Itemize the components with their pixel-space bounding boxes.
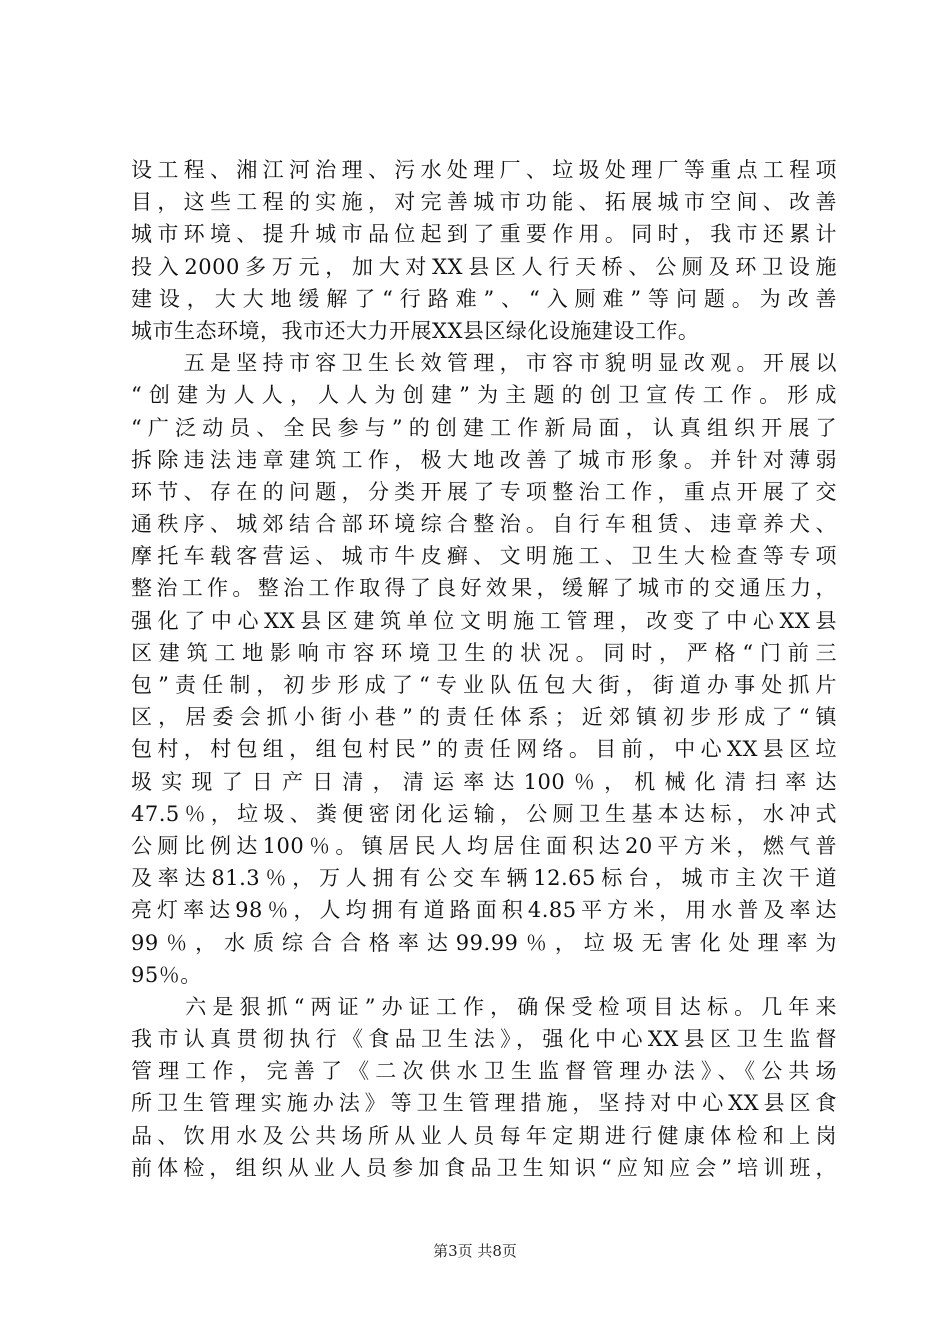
text-line: 环节、存在的问题，分类开展了专项整治工作，重点开展了交 <box>131 479 837 504</box>
text-line: 城市环境、提升城市品位起到了重要作用。同时，我市还累计 <box>131 222 837 247</box>
text-line: 强化了中心XX县区建筑单位文明施工管理，改变了中心XX县 <box>131 608 837 633</box>
text-line: 亮灯率达98％，人均拥有道路面积4.85平方米，用水普及率达 <box>131 898 837 923</box>
text-line: 公厕比例达100％。镇居民人均居住面积达20平方米，燃气普 <box>131 833 837 858</box>
body-text <box>131 154 837 1184</box>
text-line: 99％，水质综合合格率达99.99％，垃圾无害化处理率为 <box>131 930 837 955</box>
text-line: 47.5％，垃圾、粪便密闭化运输，公厕卫生基本达标，水冲式 <box>131 801 837 826</box>
text-line: 设工程、湘江河治理、污水处理厂、垃圾处理厂等重点工程项 <box>131 158 837 182</box>
text-line: “创建为人人，人人为创建”为主题的创卫宣传工作。形成 <box>131 383 837 408</box>
text-line: 摩托车载客营运、城市牛皮癣、文明施工、卫生大检查等专项 <box>131 544 837 569</box>
text-line: 及率达81.3％，万人拥有公交车辆12.65标台，城市主次干道 <box>131 866 837 891</box>
text-line: “广泛动员、全民参与”的创建工作新局面，认真组织开展了 <box>131 415 837 440</box>
text-line: 品、饮用水及公共场所从业人员每年定期进行健康体检和上岗 <box>131 1123 837 1148</box>
text-line: 投入2000多万元，加大对XX县区人行天桥、公厕及环卫设施 <box>131 254 837 279</box>
text-line: 所卫生管理实施办法》等卫生管理措施，坚持对中心XX县区食 <box>131 1091 837 1116</box>
text-line: 我市认真贯彻执行《食品卫生法》，强化中心XX县区卫生监督 <box>131 1027 837 1052</box>
text-line: 整治工作。整治工作取得了良好效果，缓解了城市的交通压力， <box>131 576 837 601</box>
text-line: 包”责任制，初步形成了“专业队伍包大街，街道办事处抓片 <box>131 673 837 697</box>
text-line: 95％。 <box>131 962 202 987</box>
page-footer: 第3页 共8页 <box>433 1242 517 1260</box>
text-line: 建设，大大地缓解了“行路难”、“入厕难”等问题。为改善 <box>131 286 837 311</box>
text-line: 圾实现了日产日清，清运率达100％，机械化清扫率达 <box>131 769 837 794</box>
text-line: 区，居委会抓小街小巷”的责任体系；近郊镇初步形成了“镇 <box>131 705 837 730</box>
text-line: 六是狠抓“两证”办证工作，确保受检项目达标。几年来 <box>131 994 837 1019</box>
text-line: 管理工作，完善了《二次供水卫生监督管理办法》、《公共场 <box>131 1059 837 1084</box>
text-line: 城市生态环境，我市还大力开展XX县区绿化设施建设工作。 <box>131 318 700 343</box>
text-line: 区建筑工地影响市容环境卫生的状况。同时，严格“门前三 <box>131 640 837 665</box>
text-line: 前体检，组织从业人员参加食品卫生知识“应知应会”培训班， <box>131 1155 837 1180</box>
text-line: 通秩序、城郊结合部环境综合整治。自行车租赁、违章养犬、 <box>131 512 837 537</box>
text-line: 目，这些工程的实施，对完善城市功能、拓展城市空间、改善 <box>131 190 837 215</box>
text-line: 五是坚持市容卫生长效管理，市容市貌明显改观。开展以 <box>131 351 837 376</box>
text-line: 包村，村包组，组包村民”的责任网络。目前，中心XX县区垃 <box>131 737 837 762</box>
text-line: 拆除违法违章建筑工作，极大地改善了城市形象。并针对薄弱 <box>131 447 837 472</box>
